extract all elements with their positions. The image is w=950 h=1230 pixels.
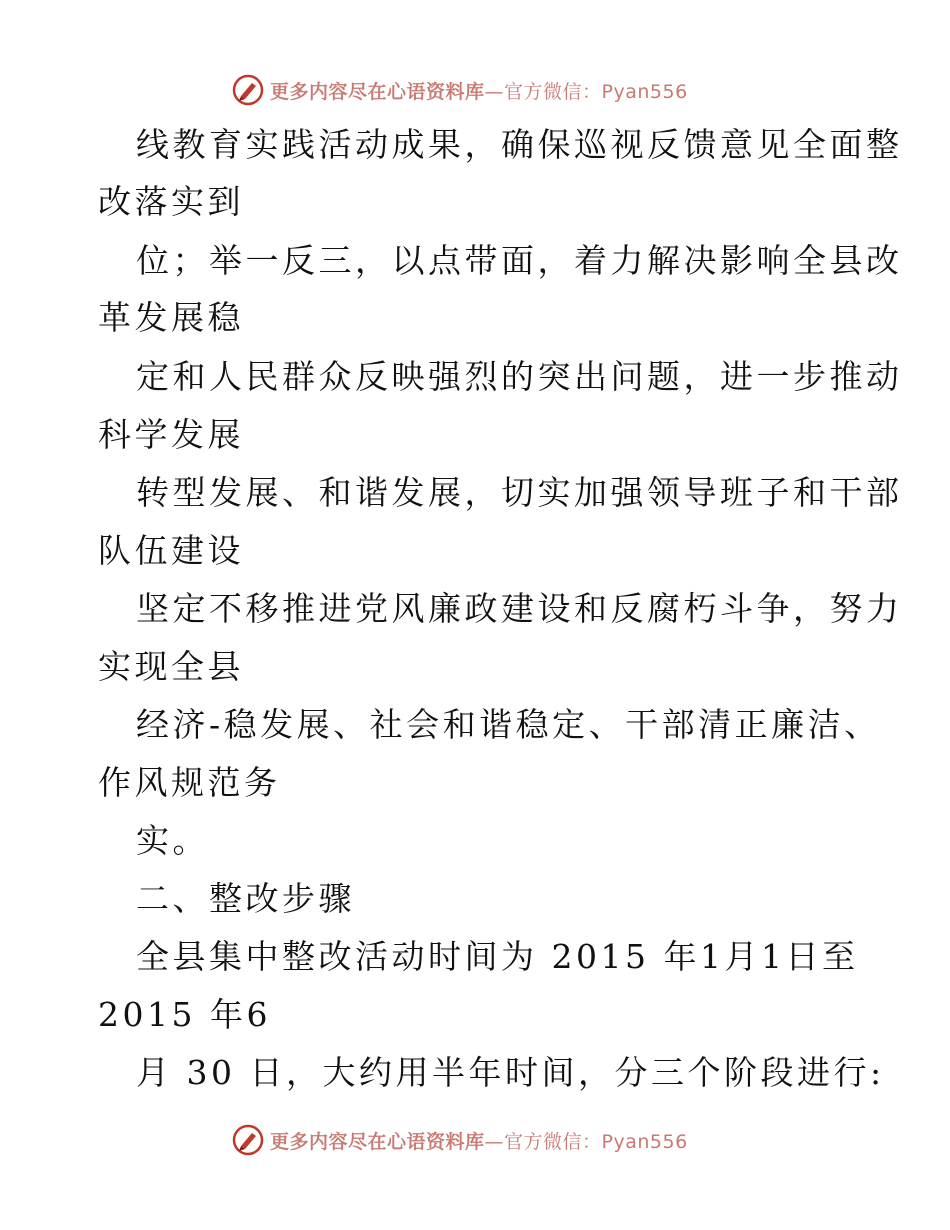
body-line: 改落实到 — [98, 182, 244, 221]
pen-logo-icon — [232, 74, 264, 106]
body-line: 定和人民群众反映强烈的突出问题，进一步推动 — [136, 357, 903, 396]
section-heading: 二、整改步骤 — [136, 879, 355, 918]
body-line: 坚定不移推进党风廉政建设和反腐朽斗争，努力 — [136, 589, 903, 628]
watermark-text: 更多内容尽在心语资料库—官方微信：Pyan556 — [270, 80, 688, 103]
body-line: 转型发展、和谐发展，切实加强领导班子和干部 — [136, 473, 903, 512]
body-line: 月 30 日，大约用半年时间，分三个阶段进行: — [136, 1053, 885, 1092]
body-line: 全县集中整改活动时间为 2015 年1月1日至 — [136, 937, 859, 976]
body-line: 2015 年6 — [98, 995, 271, 1034]
body-line: 队伍建设 — [98, 531, 244, 570]
watermark-footer — [232, 1123, 688, 1157]
body-line: 革发展稳 — [98, 298, 244, 337]
body-line: 线教育实践活动成果，确保巡视反馈意见全面整 — [136, 125, 903, 164]
body-line: 位；举一反三，以点带面，着力解决影响全县改 — [136, 241, 903, 280]
body-line: 科学发展 — [98, 415, 244, 454]
watermark-text: 更多内容尽在心语资料库—官方微信：Pyan556 — [270, 1130, 688, 1153]
body-line: 经济-稳发展、社会和谐稳定、干部清正廉洁、 — [136, 705, 881, 744]
pen-logo-icon — [232, 1124, 264, 1156]
body-line: 作风规范务 — [98, 763, 281, 802]
watermark-header — [232, 73, 688, 107]
body-line: 实。 — [136, 821, 209, 860]
body-line: 实现全县 — [98, 647, 244, 686]
